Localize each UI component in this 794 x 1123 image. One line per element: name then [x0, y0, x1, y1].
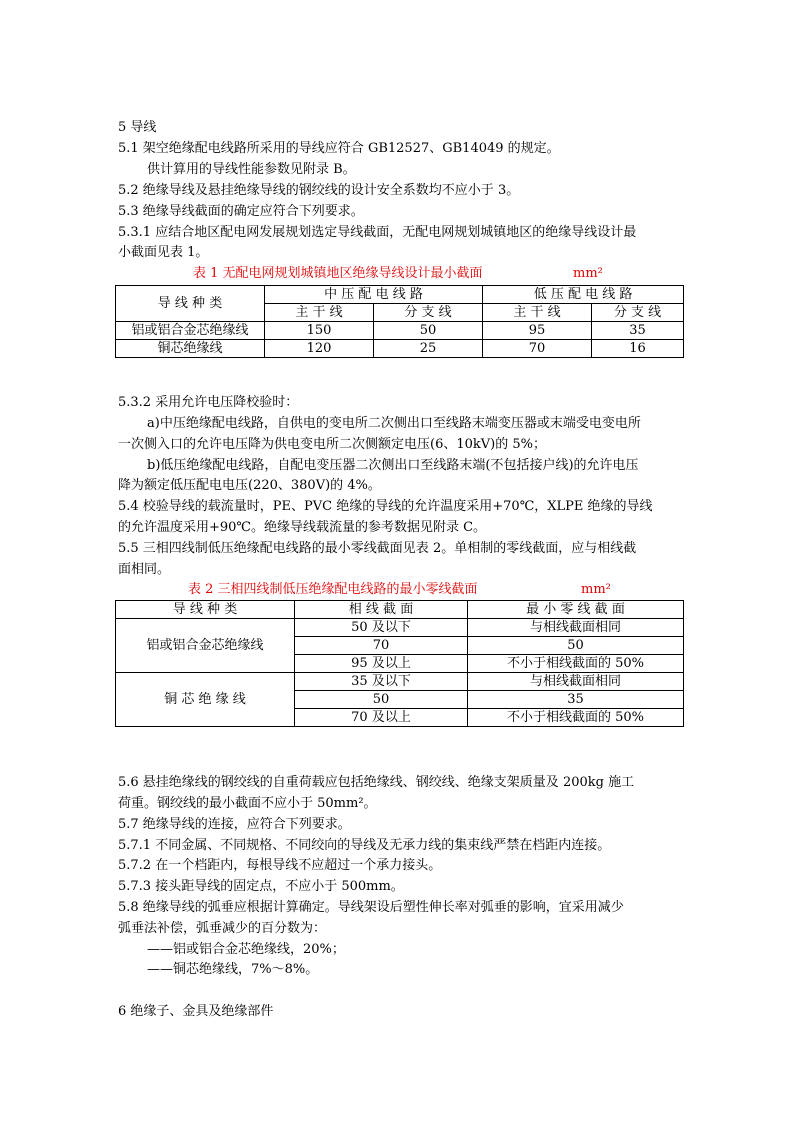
table2-cell: 35	[468, 691, 684, 709]
clause-5-2: 5.2 绝缘导线及悬挂绝缘导线的钢绞线的设计安全系数均不应小于 3。	[118, 183, 520, 198]
item-a-cont: 一次侧入口的允许电压降为供电变电所二次侧额定电压(6、10kV)的 5%；	[118, 437, 546, 452]
table1-cell: 16	[592, 340, 684, 358]
clause-5-8-cont: 弧垂法补偿，弧垂减少的百分数为：	[118, 921, 327, 936]
table2-cell: 与相线截面相同	[468, 673, 684, 691]
table2-cell: 50	[295, 691, 468, 709]
table-row	[116, 619, 684, 637]
table1-header-mv: 中 压 配 电 线 路	[265, 286, 483, 304]
table2-cell: 50	[468, 637, 684, 655]
dash-item-copper: ——铜芯绝缘线，7%～8%。	[147, 962, 319, 977]
table1-header-lv-branch: 分 支 线	[592, 304, 684, 322]
table2-cell: 50 及以下	[295, 619, 468, 637]
table1-header-mv-branch: 分 支 线	[374, 304, 483, 322]
table-row	[116, 340, 684, 358]
table1-cell: 150	[265, 322, 374, 340]
table2-header-phase: 相 线 截 面	[295, 601, 468, 619]
table2-type-cell: 铝或铝合金芯绝缘线	[116, 619, 295, 673]
table1-unit: mm²	[573, 266, 603, 281]
table2-unit: mm²	[581, 582, 611, 597]
table2-cell: 不小于相线截面的 50%	[468, 655, 684, 673]
clause-5-3-1-cont: 小截面见表 1。	[118, 245, 209, 260]
table1-cell: 35	[592, 322, 684, 340]
table2-cell: 70	[295, 637, 468, 655]
table1-cell: 70	[483, 340, 592, 358]
clause-5-3-1: 5.3.1 应结合地区配电网发展规划选定导线截面，无配电网规划城镇地区的绝缘导线设计最	[118, 225, 637, 240]
dash-item-aluminum: ——铝或铝合金芯绝缘线，20%；	[147, 942, 345, 957]
table1-cell: 25	[374, 340, 483, 358]
table2-header-neutral: 最 小 零 线 截 面	[468, 601, 684, 619]
table2-cell: 不小于相线截面的 50%	[468, 709, 684, 727]
table2-cell: 与相线截面相同	[468, 619, 684, 637]
table2-caption: 表 2 三相四线制低压绝缘配电线路的最小零线截面	[188, 582, 478, 597]
table-row	[116, 322, 684, 340]
table1-cell: 铜芯绝缘线	[116, 340, 265, 358]
table-row	[116, 673, 684, 691]
clause-5-4: 5.4 校验导线的载流量时，PE、PVC 绝缘的导线的允许温度采用+70℃，XLPE 绝缘的导线	[118, 499, 653, 514]
item-b-cont: 降为额定低压配电电压(220、380V)的 4%。	[118, 478, 381, 493]
table2-cell: 35 及以下	[295, 673, 468, 691]
table1-cell: 50	[374, 322, 483, 340]
section-6-heading: 6 绝缘子、金具及绝缘部件	[118, 1004, 274, 1019]
clause-5-7-3: 5.7.3 接头距导线的固定点，不应小于 500mm。	[118, 879, 404, 894]
clause-5-8: 5.8 绝缘导线的弧垂应根据计算确定。导线架设后塑性伸长率对弧垂的影响，宜采用减少	[118, 900, 624, 915]
clause-5-6: 5.6 悬挂绝缘线的钢绞线的自重荷载应包括绝缘线、钢绞线、绝缘支架质量及 200kg 施工	[118, 775, 635, 790]
table1-header-lv: 低 压 配 电 线 路	[483, 286, 684, 304]
table2	[115, 600, 684, 727]
table2-header-type: 导 线 种 类	[116, 601, 295, 619]
clause-5-5: 5.5 三相四线制低压绝缘配电线路的最小零线截面见表 2。单相制的零线截面，应与相线截	[118, 541, 637, 556]
table1-caption: 表 1 无配电网规划城镇地区绝缘导线设计最小截面	[193, 266, 483, 281]
item-b: b)低压绝缘配电线路，自配电变压器二次侧出口至线路末端(不包括接户线)的允许电压	[147, 458, 639, 473]
item-a: a)中压绝缘配电线路，自供电的变电所二次侧出口至线路末端变压器或末端受电变电所	[147, 416, 641, 431]
table1-header-mv-main: 主 干 线	[265, 304, 374, 322]
table2-cell: 70 及以上	[295, 709, 468, 727]
table1-cell: 铝或铝合金芯绝缘线	[116, 322, 265, 340]
table1	[115, 285, 684, 358]
clause-5-3-2: 5.3.2 采用允许电压降校验时：	[118, 395, 299, 410]
clause-5-1-cont: 供计算用的导线性能参数见附录 B。	[147, 162, 356, 177]
clause-5-4-cont: 的允许温度采用+90℃。绝缘导线载流量的参考数据见附录 C。	[118, 520, 487, 535]
table1-header-lv-main: 主 干 线	[483, 304, 592, 322]
clause-5-7: 5.7 绝缘导线的连接，应符合下列要求。	[118, 817, 351, 832]
table2-type-cell: 铜 芯 绝 缘 线	[116, 673, 295, 727]
section-5-heading: 5 导线	[118, 120, 157, 135]
table1-header-type: 导 线 种 类	[116, 286, 265, 322]
clause-5-7-1: 5.7.1 不同金属、不同规格、不同绞向的导线及无承力线的集束线严禁在档距内连接。	[118, 838, 611, 853]
clause-5-5-cont: 面相同。	[118, 562, 171, 577]
clause-5-7-2: 5.7.2 在一个档距内，每根导线不应超过一个承力接头。	[118, 858, 442, 873]
clause-5-6-cont: 荷重。钢绞线的最小截面不应小于 50mm²。	[118, 796, 377, 811]
clause-5-1: 5.1 架空绝缘配电线路所采用的导线应符合 GB12527、GB14049 的规定。	[118, 141, 560, 156]
clause-5-3: 5.3 绝缘导线截面的确定应符合下列要求。	[118, 204, 364, 219]
table2-cell: 95 及以上	[295, 655, 468, 673]
table1-cell: 95	[483, 322, 592, 340]
table1-cell: 120	[265, 340, 374, 358]
